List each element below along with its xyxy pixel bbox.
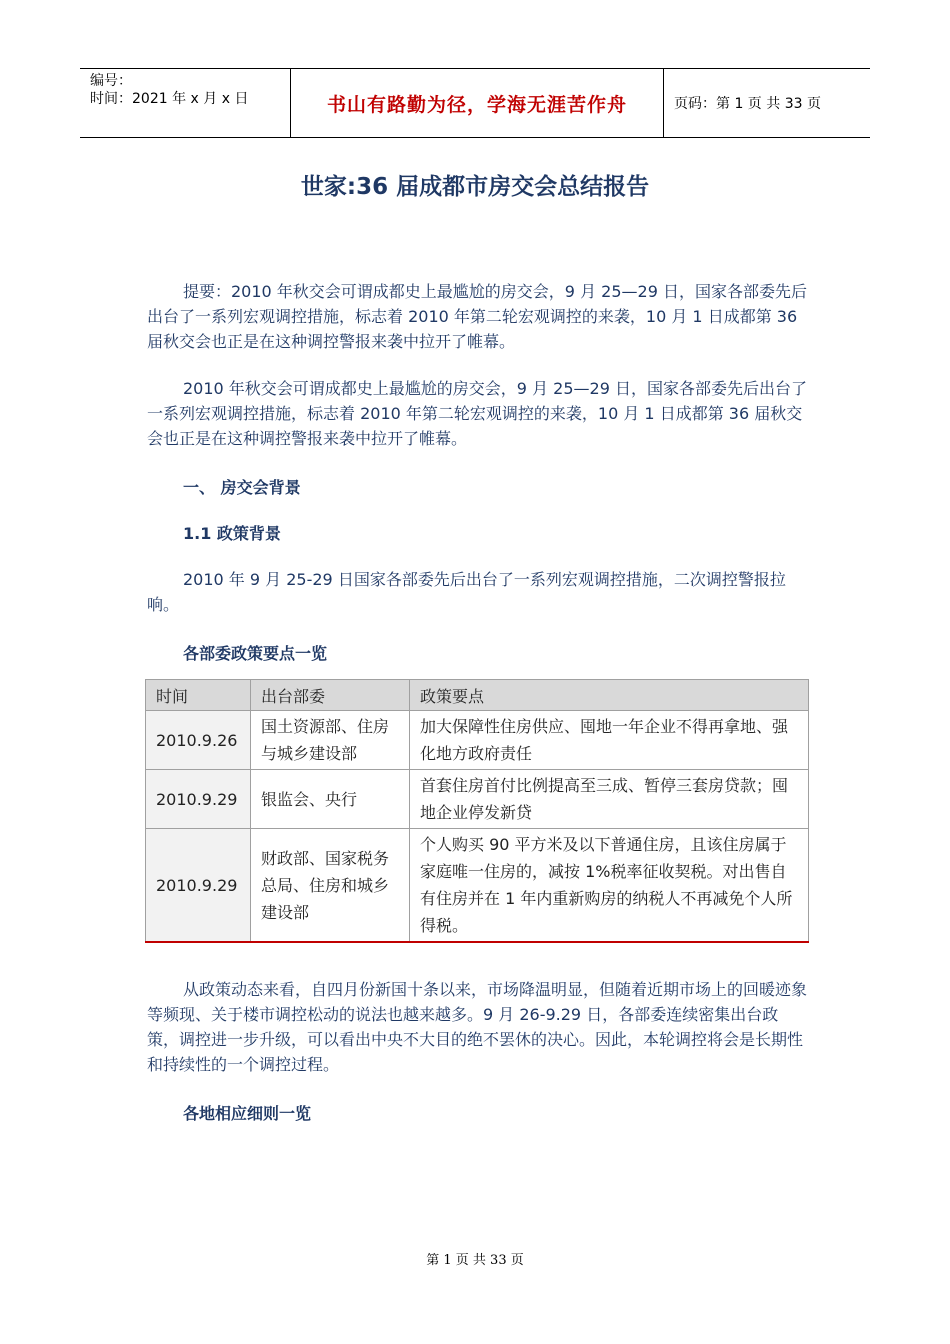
- table-heading: 各部委政策要点一览: [183, 644, 328, 663]
- col-header-dept: 出台部委: [251, 680, 410, 711]
- col-header-points: 政策要点: [410, 680, 809, 711]
- header-table: [80, 68, 870, 138]
- analysis-paragraph: 从政策动态来看，自四月份新国十条以来，市场降温明显，但随着近期市场上的回暖迹象等频现、关于楼市调控松动的说法也越来越多。9 月 26-9.29 日，各部委连续密集出台政策，调控进一步升级，可以看出中央不大目的绝不罢休的决心。因此，本轮调控将会是长期性和持续性的一个调控过程。: [147, 980, 808, 1074]
- cell-date: 2010.9.29: [146, 829, 251, 943]
- intro-paragraph: 2010 年秋交会可谓成都史上最尴尬的房交会，9 月 25—29 日，国家各部委先后出台了一系列宏观调控措施，标志着 2010 年第二轮宏观调控的来袭，10 月 1 日成都第 36 届秋交会也正是在这种调控警报来袭中拉开了帷幕。: [147, 379, 807, 448]
- page-footer: 第 1 页 共 33 页: [426, 1253, 524, 1268]
- header-number: 编号：: [90, 73, 132, 89]
- table-row: [146, 829, 809, 943]
- cell-points: 个人购买 90 平方米及以下普通住房，且该住房属于家庭唯一住房的，减按 1%税率征收契税。对出售自有住房并在 1 年内重新购房的纳税人不再减免个人所得税。: [410, 829, 809, 943]
- section-1-heading: 一、 房交会背景: [183, 478, 301, 497]
- cell-date: 2010.9.26: [146, 711, 251, 770]
- section-1-1-heading: 1.1 政策背景: [183, 524, 281, 543]
- header-page-info: 页码：第 1 页 共 33 页: [674, 96, 821, 112]
- col-header-time: 时间: [146, 680, 251, 711]
- header-motto: 书山有路勤为径，学海无涯苦作舟: [290, 69, 664, 137]
- abstract-paragraph: 提要：2010 年秋交会可谓成都史上最尴尬的房交会，9 月 25—29 日，国家各部委先后出台了一系列宏观调控措施，标志着 2010 年第二轮宏观调控的来袭，10 月 1 日成都第 36 届秋交会也正是在这种调控警报来袭中拉开了帷幕。: [147, 282, 807, 351]
- cell-points: 首套住房首付比例提高至三成、暂停三套房贷款；囤地企业停发新贷: [410, 770, 809, 829]
- header-time: 时间：2021 年 x 月 x 日: [90, 91, 249, 107]
- table-row: [146, 711, 809, 770]
- table-row: [146, 770, 809, 829]
- document-title: 世家:36 届成都市房交会总结报告: [300, 174, 650, 200]
- cell-date: 2010.9.29: [146, 770, 251, 829]
- local-rules-heading: 各地相应细则一览: [183, 1104, 312, 1123]
- policy-paragraph: 2010 年 9 月 25-29 日国家各部委先后出台了一系列宏观调控措施，二次调控警报拉响。: [147, 570, 786, 614]
- cell-dept: 财政部、国家税务总局、住房和城乡建设部: [251, 829, 410, 943]
- policy-table: [145, 679, 809, 943]
- cell-points: 加大保障性住房供应、囤地一年企业不得再拿地、强化地方政府责任: [410, 711, 809, 770]
- table-header-row: [146, 680, 809, 711]
- cell-dept: 银监会、央行: [251, 770, 410, 829]
- cell-dept: 国土资源部、住房与城乡建设部: [251, 711, 410, 770]
- header-meta: [80, 69, 290, 137]
